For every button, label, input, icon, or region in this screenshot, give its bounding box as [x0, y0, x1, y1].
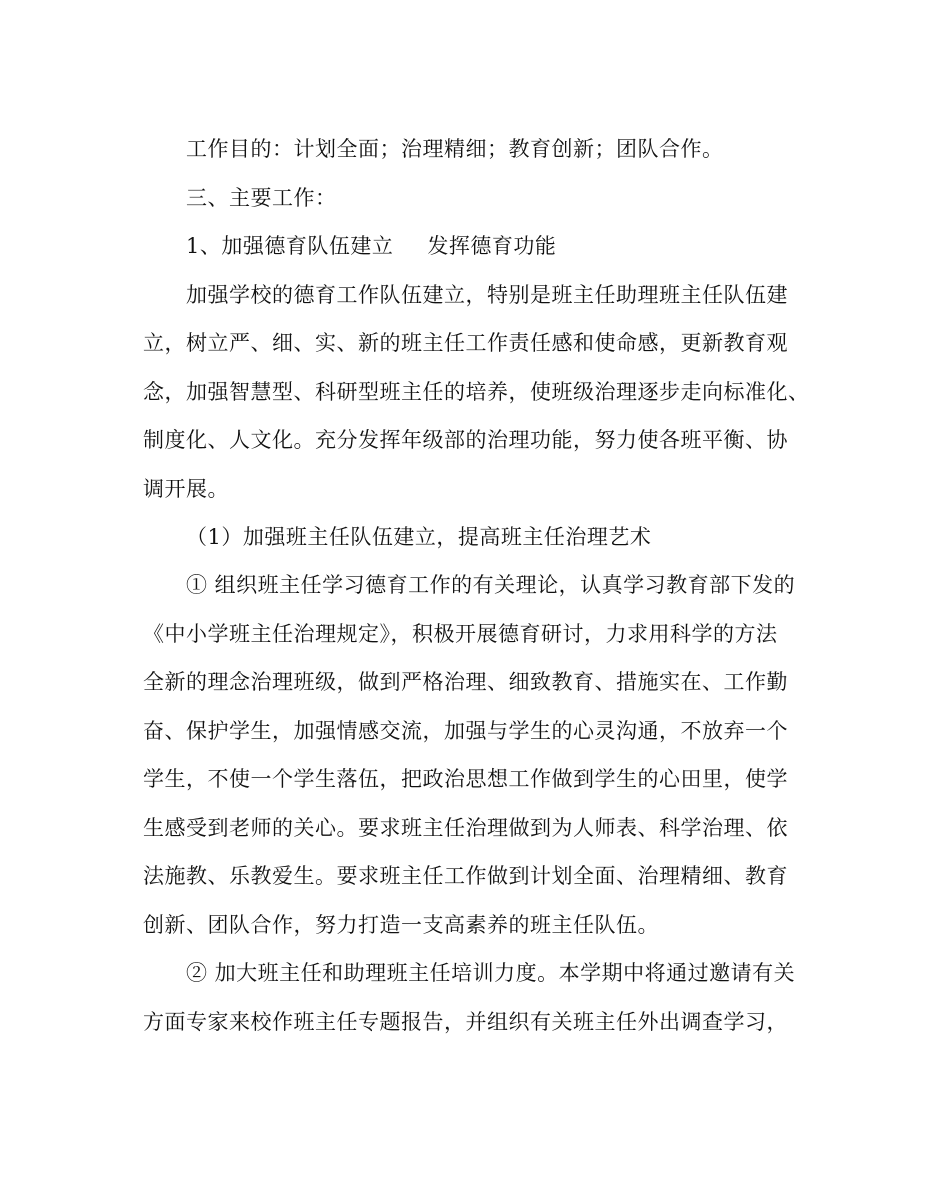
work-goal-line: 工作目的：计划全面；治理精细；教育创新；团队合作。 — [186, 137, 724, 161]
paragraph-line: 调开展。 — [143, 477, 229, 501]
paragraph-line: 立，树立严、细、实、新的班主任工作责任感和使命感，更新教育观 — [143, 331, 788, 355]
paragraph-line: 念，加强智慧型、科研型班主任的培养，使班级治理逐步走向标准化、 — [143, 380, 810, 404]
paragraph-line: ① 组织班主任学习德育工作的有关理论，认真学习教育部下发的 — [186, 573, 796, 597]
paragraph-line: 奋、保护学生，加强情感交流，加强与学生的心灵沟通，不放弃一个 — [143, 719, 788, 743]
paragraph-line: 生感受到老师的关心。要求班主任治理做到为人师表、科学治理、依 — [143, 816, 788, 840]
paragraph-line: 方面专家来校作班主任专题报告，并组织有关班主任外出调查学习， — [143, 1010, 788, 1034]
paragraph-line: 《中小学班主任治理规定》，积极开展德育研讨，力求用科学的方法 — [143, 622, 778, 646]
paragraph-line: 加强学校的德育工作队伍建立，特别是班主任助理班主任队伍建 — [186, 283, 788, 307]
paragraph-line: 学生，不使一个学生落伍，把政治思想工作做到学生的心田里，使学 — [143, 767, 788, 791]
subheading-1-1: （1）加强班主任队伍建立，提高班主任治理艺术 — [186, 525, 652, 549]
subsection-heading-1-part-b: 发挥德育功能 — [427, 234, 557, 258]
subsection-heading-1-part-a: 1、加强德育队伍建立 — [186, 234, 394, 258]
paragraph-line: 法施教、乐教爱生。要求班主任工作做到计划全面、治理精细、教育 — [143, 864, 788, 888]
subsection-heading-1 — [186, 231, 556, 261]
paragraph-line: 创新、团队合作，努力打造一支高素养的班主任队伍。 — [143, 913, 659, 937]
section-heading-main-work: 三、主要工作： — [186, 186, 337, 210]
paragraph-line: 制度化、人文化。充分发挥年级部的治理功能，努力使各班平衡、协 — [143, 428, 788, 452]
paragraph-line: 全新的理念治理班级，做到严格治理、细致教育、措施实在、工作勤 — [143, 670, 788, 694]
paragraph-line: ② 加大班主任和助理班主任培训力度。本学期中将通过邀请有关 — [186, 961, 796, 985]
